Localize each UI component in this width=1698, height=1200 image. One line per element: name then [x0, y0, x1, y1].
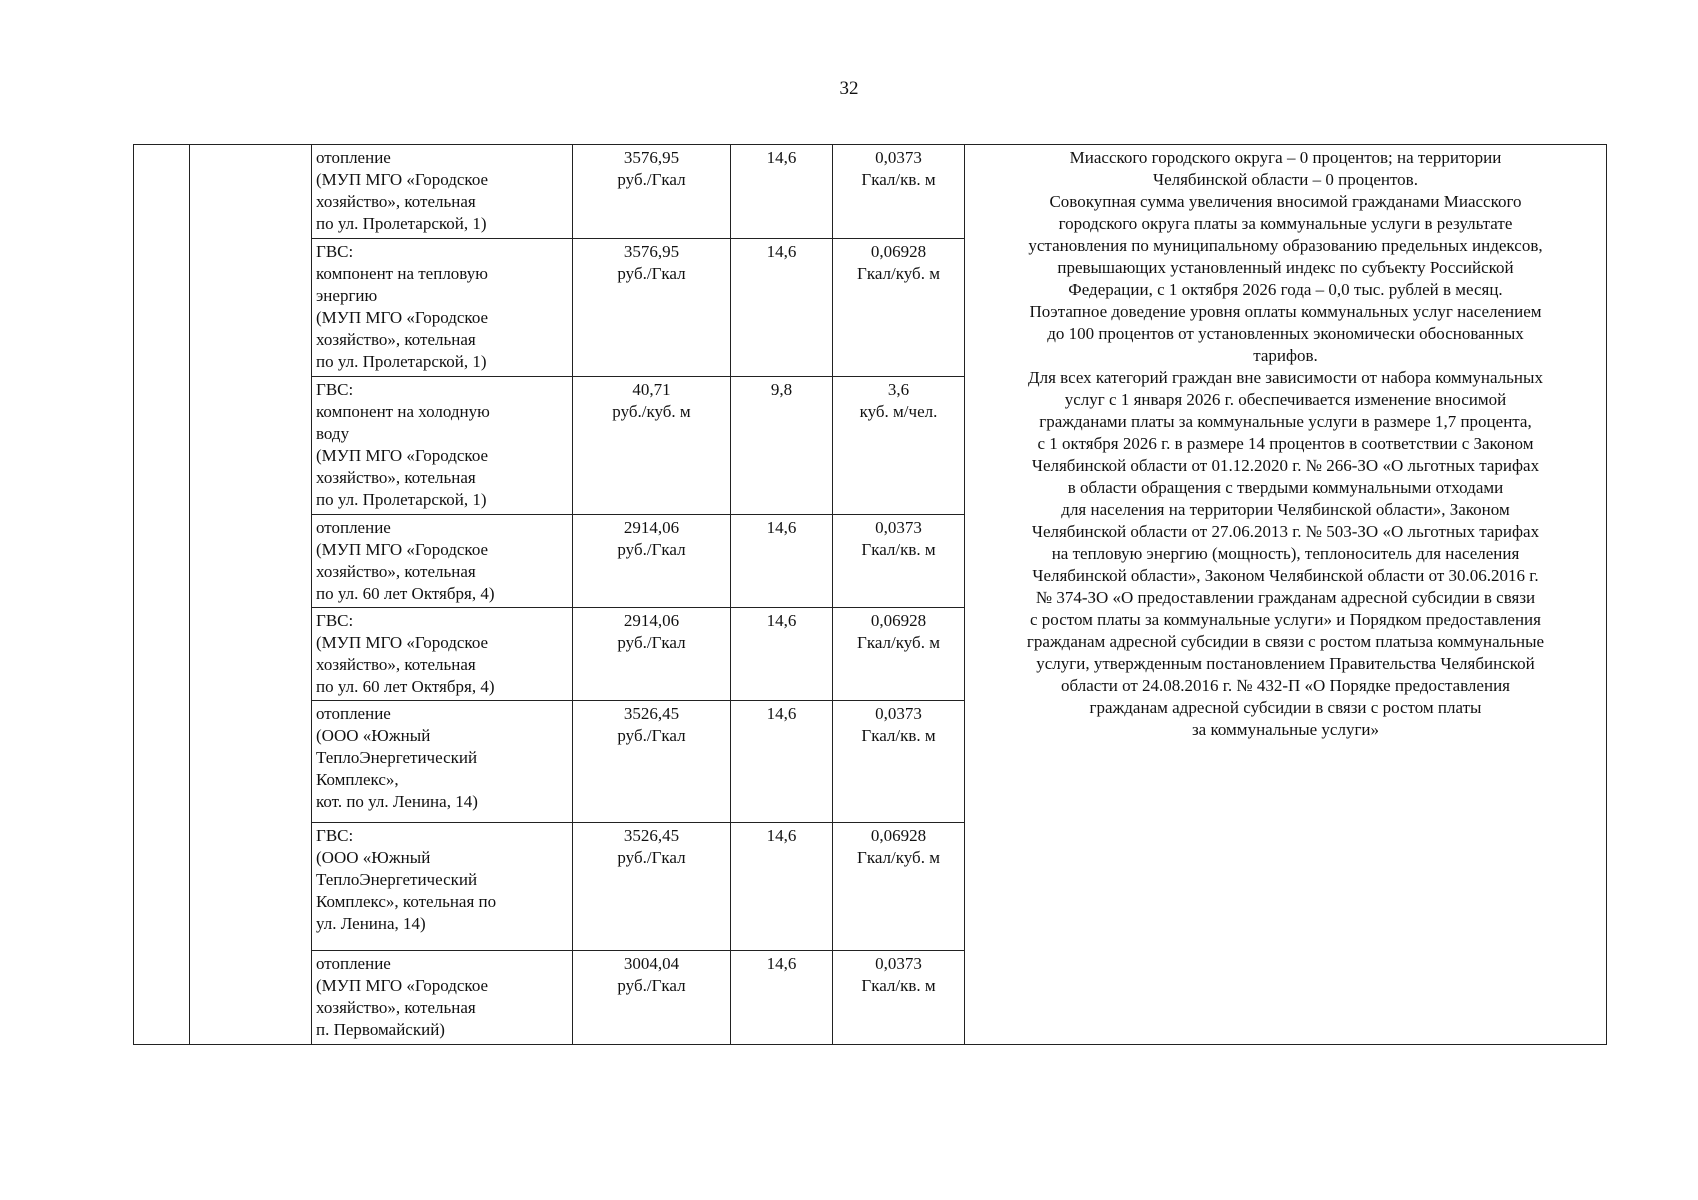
- service-text: компонент на тепловую: [316, 264, 488, 283]
- service-text: по ул. Пролетарской, 1): [316, 490, 487, 509]
- tariff-text: руб./Гкал: [617, 726, 686, 745]
- service-text: (ООО «Южный: [316, 848, 431, 867]
- service-text: п. Первомайский): [316, 1020, 445, 1039]
- service-text: хозяйство», котельная: [316, 468, 476, 487]
- norm-text: 0,06928: [870, 611, 927, 630]
- service-text: (МУП МГО «Городское: [316, 633, 489, 652]
- tariff-text: руб./Гкал: [617, 170, 686, 189]
- note-text: Совокупная сумма увеличения вносимой гражданами Миасского: [1049, 192, 1522, 211]
- service-text: (МУП МГО «Городское: [316, 308, 489, 327]
- index-cell: [731, 515, 833, 608]
- service-text: отопление: [316, 954, 391, 973]
- norm-text: Гкал/кв. м: [861, 540, 936, 559]
- index-cell: [731, 701, 833, 823]
- service-text: хозяйство», котельная: [316, 562, 476, 581]
- note-text: Федерации, с 1 октября 2026 года – 0,0 тыс. рублей в месяц.: [1068, 280, 1503, 299]
- service-text: воду: [316, 424, 350, 443]
- norm-text: 0,0373: [875, 954, 922, 973]
- note-text: Челябинской области от 01.12.2020 г. № 266-ЗО «О льготных тарифах: [1031, 456, 1540, 475]
- note-text: услуг с 1 января 2026 г. обеспечивается изменение вносимой: [1064, 390, 1507, 409]
- service-text: ТеплоЭнергетический: [316, 870, 478, 889]
- service-text: по ул. 60 лет Октября, 4): [316, 584, 495, 603]
- service-text: ТеплоЭнергетический: [316, 748, 478, 767]
- index-cell: [731, 951, 833, 1045]
- norm-text: 0,06928: [870, 242, 927, 261]
- note-text: Челябинской области – 0 процентов.: [1153, 170, 1418, 189]
- service-cell: [312, 608, 573, 701]
- norm-text: 0,0373: [875, 148, 922, 167]
- note-text: области от 24.08.2016 г. № 432-П «О Порядке предоставления: [1061, 676, 1510, 695]
- norm-text: Гкал/кв. м: [861, 726, 936, 745]
- service-text: (МУП МГО «Городское: [316, 540, 489, 559]
- note-text: Челябинской области», Законом Челябинской области от 30.06.2016 г.: [1032, 566, 1539, 585]
- tariff-text: руб./Гкал: [617, 540, 686, 559]
- page-number: 32: [839, 78, 859, 99]
- index-cell: [731, 823, 833, 951]
- table-row: [134, 145, 1607, 239]
- note-text: городского округа платы за коммунальные услуги в результате: [1058, 214, 1513, 233]
- municipality-cell: [190, 145, 312, 1045]
- norm-text: Гкал/куб. м: [857, 848, 940, 867]
- service-text: компонент на холодную: [316, 402, 490, 421]
- service-text: ул. Ленина, 14): [316, 914, 426, 933]
- tariff-text: 3004,04: [623, 954, 680, 973]
- note-text: за коммунальные услуги»: [1191, 720, 1380, 739]
- service-cell: [312, 145, 573, 239]
- tariff-cell: [573, 145, 731, 239]
- tariff-text: 3576,95: [623, 148, 680, 167]
- tariff-cell: [573, 515, 731, 608]
- norm-cell: [833, 701, 965, 823]
- service-cell: [312, 377, 573, 515]
- service-cell: [312, 701, 573, 823]
- note-text: с ростом платы за коммунальные услуги» и Порядком предоставления: [1030, 610, 1541, 629]
- service-text: Комплекс»,: [316, 770, 399, 789]
- service-cell: [312, 239, 573, 377]
- norm-cell: [833, 377, 965, 515]
- tariff-text: 2914,06: [623, 611, 680, 630]
- service-text: хозяйство», котельная: [316, 192, 476, 211]
- norm-text: 0,06928: [870, 826, 927, 845]
- note-text: Для всех категорий граждан вне зависимости от набора коммунальных: [1028, 368, 1543, 387]
- tariff-table: [133, 144, 1607, 1045]
- note-text: гражданам адресной субсидии в связи с ростом платыза коммунальные: [1026, 632, 1545, 651]
- index-cell: [731, 239, 833, 377]
- index-text: 14,6: [766, 954, 797, 973]
- note-text: тарифов.: [1253, 346, 1318, 365]
- norm-text: Гкал/куб. м: [857, 633, 940, 652]
- service-text: по ул. 60 лет Октября, 4): [316, 677, 495, 696]
- service-text: (МУП МГО «Городское: [316, 976, 489, 995]
- index-text: 14,6: [766, 704, 797, 723]
- tariff-cell: [573, 239, 731, 377]
- note-text: в области обращения с твердыми коммунальными отходами: [1067, 478, 1504, 497]
- norm-cell: [833, 608, 965, 701]
- service-text: (МУП МГО «Городское: [316, 170, 489, 189]
- index-text: 14,6: [766, 518, 797, 537]
- service-text: по ул. Пролетарской, 1): [316, 352, 487, 371]
- service-text: по ул. Пролетарской, 1): [316, 214, 487, 233]
- service-cell: [312, 951, 573, 1045]
- service-text: ГВС:: [316, 611, 354, 630]
- service-text: хозяйство», котельная: [316, 655, 476, 674]
- note-text: услуги, утвержденным постановлением Правительства Челябинской: [1036, 654, 1535, 673]
- tariff-cell: [573, 823, 731, 951]
- row-number-cell: [134, 145, 190, 1045]
- note-text: для населения на территории Челябинской области», Законом: [1061, 500, 1510, 519]
- index-text: 14,6: [766, 611, 797, 630]
- note-text: с 1 октября 2026 г. в размере 14 процентов в соответствии с Законом: [1037, 434, 1534, 453]
- service-text: кот. по ул. Ленина, 14): [316, 792, 478, 811]
- tariff-text: 2914,06: [623, 518, 680, 537]
- service-text: ГВС:: [316, 242, 354, 261]
- index-text: 14,6: [766, 242, 797, 261]
- tariff-text: руб./Гкал: [617, 848, 686, 867]
- tariff-text: 40,71: [632, 380, 671, 399]
- service-cell: [312, 823, 573, 951]
- service-text: ГВС:: [316, 826, 354, 845]
- service-cell: [312, 515, 573, 608]
- tariff-text: 3576,95: [623, 242, 680, 261]
- service-text: Комплекс», котельная по: [316, 892, 497, 911]
- index-cell: [731, 377, 833, 515]
- note-text: гражданами платы за коммунальные услуги в размере 1,7 процента,: [1039, 412, 1532, 431]
- service-text: хозяйство», котельная: [316, 330, 476, 349]
- norm-text: 3,6: [887, 380, 910, 399]
- norm-cell: [833, 239, 965, 377]
- tariff-text: руб./Гкал: [617, 976, 686, 995]
- note-text: превышающих установленный индекс по субъекту Российской: [1057, 258, 1514, 277]
- norm-cell: [833, 515, 965, 608]
- note-text: Миасского городского округа – 0 процентов; на территории: [1069, 148, 1502, 167]
- tariff-text: 3526,45: [623, 826, 680, 845]
- service-text: ГВС:: [316, 380, 354, 399]
- index-text: 14,6: [766, 826, 797, 845]
- note-text: гражданам адресной субсидии в связи с ростом платы: [1089, 698, 1482, 717]
- service-text: отопление: [316, 148, 391, 167]
- note-text: Поэтапное доведение уровня оплаты коммунальных услуг населением: [1029, 302, 1542, 321]
- norm-text: Гкал/кв. м: [861, 170, 936, 189]
- note-cell: [965, 145, 1607, 1045]
- tariff-text: руб./Гкал: [617, 264, 686, 283]
- norm-cell: [833, 823, 965, 951]
- norm-cell: [833, 145, 965, 239]
- service-text: отопление: [316, 704, 391, 723]
- note-text: № 374-ЗО «О предоставлении гражданам адресной субсидии в связи: [1035, 588, 1536, 607]
- note-text: Челябинской области от 27.06.2013 г. № 503-ЗО «О льготных тарифах: [1031, 522, 1540, 541]
- tariff-text: руб./Гкал: [617, 633, 686, 652]
- norm-text: 0,0373: [875, 518, 922, 537]
- norm-text: Гкал/куб. м: [857, 264, 940, 283]
- service-text: (МУП МГО «Городское: [316, 446, 489, 465]
- tariff-text: руб./куб. м: [612, 402, 691, 421]
- tariff-cell: [573, 608, 731, 701]
- norm-text: куб. м/чел.: [859, 402, 938, 421]
- service-text: хозяйство», котельная: [316, 998, 476, 1017]
- norm-text: Гкал/кв. м: [861, 976, 936, 995]
- note-text: на тепловую энергию (мощность), теплоноситель для населения: [1051, 544, 1520, 563]
- service-text: (ООО «Южный: [316, 726, 431, 745]
- tariff-text: 3526,45: [623, 704, 680, 723]
- index-cell: [731, 145, 833, 239]
- tariff-cell: [573, 377, 731, 515]
- service-text: энергию: [316, 286, 378, 305]
- norm-text: 0,0373: [875, 704, 922, 723]
- index-text: 14,6: [766, 148, 797, 167]
- index-text: 9,8: [770, 380, 793, 399]
- note-text: установления по муниципальному образованию предельных индексов,: [1028, 236, 1543, 255]
- note-text: до 100 процентов от установленных экономически обоснованных: [1047, 324, 1524, 343]
- tariff-cell: [573, 701, 731, 823]
- service-text: отопление: [316, 518, 391, 537]
- norm-cell: [833, 951, 965, 1045]
- tariff-cell: [573, 951, 731, 1045]
- index-cell: [731, 608, 833, 701]
